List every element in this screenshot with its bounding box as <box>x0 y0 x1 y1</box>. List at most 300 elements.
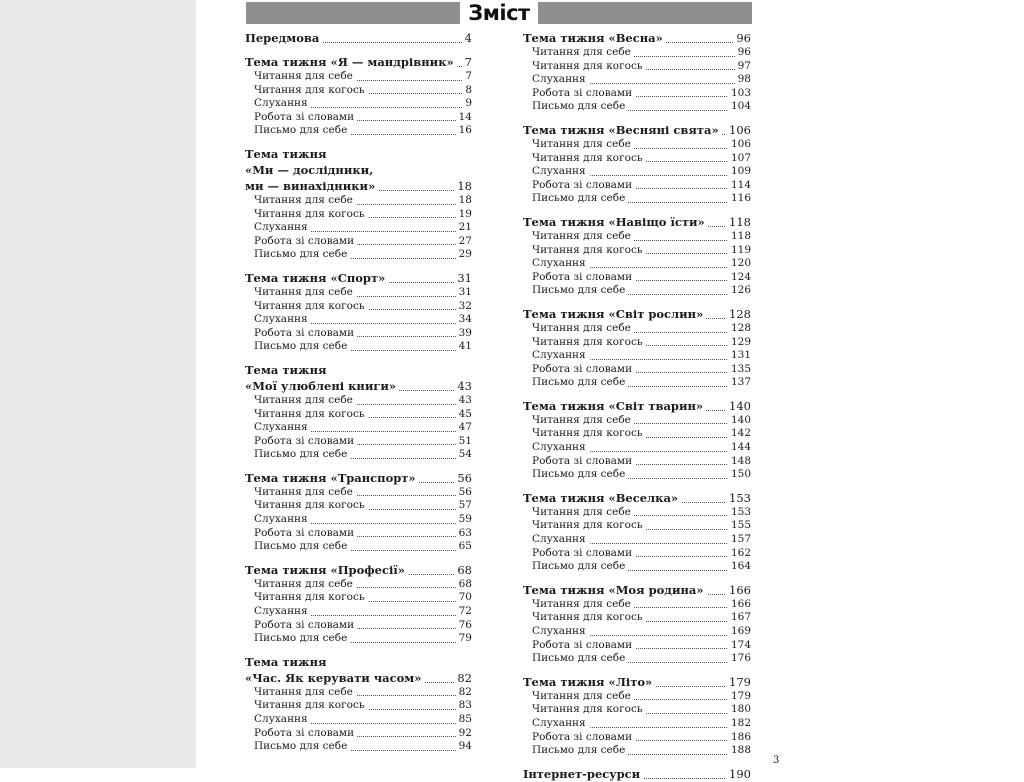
toc-subentry-label: Письмо для себе <box>532 284 628 296</box>
toc-chapter <box>523 574 751 666</box>
toc-chapter-heading[interactable] <box>523 766 751 782</box>
toc-chapter <box>245 462 472 554</box>
toc-chapter <box>245 354 472 462</box>
toc-chapter-heading[interactable] <box>523 398 751 414</box>
toc-subentry[interactable] <box>245 327 472 341</box>
toc-subentry[interactable] <box>523 60 751 74</box>
toc-subentry-label: Письмо для себе <box>254 540 350 552</box>
toc-subentry[interactable] <box>523 244 751 258</box>
toc-subentry[interactable] <box>523 547 751 561</box>
toc-chapter-heading[interactable] <box>523 582 751 598</box>
toc-subentry-label: Слухання <box>254 313 311 325</box>
toc-subentry-label: Слухання <box>532 165 589 177</box>
toc-subentry[interactable] <box>523 519 751 533</box>
toc-page-number: 51 <box>456 435 472 449</box>
toc-subentry-label: Робота зі словами <box>254 111 357 123</box>
toc-page-number: 116 <box>728 192 751 206</box>
toc-heading-label: Тема тижня «Світ рослин» <box>523 307 706 321</box>
toc-chapter-heading[interactable] <box>523 674 751 690</box>
toc-page-number: 54 <box>456 448 472 462</box>
toc-subentry[interactable] <box>245 540 472 554</box>
toc-page-number: 106 <box>726 122 751 138</box>
title-bar <box>246 2 752 24</box>
toc-subentry-label: Слухання <box>254 221 311 233</box>
toc-subentry-label: Слухання <box>532 625 589 637</box>
toc-subentry-label: Слухання <box>254 421 311 433</box>
toc-page-number: 157 <box>728 533 751 547</box>
toc-subentry-label: Слухання <box>532 349 589 361</box>
toc-page-number: 186 <box>728 731 751 745</box>
toc-heading-label: Тема тижня «Транспорт» <box>245 471 419 485</box>
toc-chapter <box>523 666 751 758</box>
toc-page-number: 96 <box>735 46 751 60</box>
toc-subentry-label: Читання для когось <box>254 499 368 511</box>
toc-page-number: 104 <box>728 100 751 114</box>
toc-page-number: 182 <box>728 717 751 731</box>
toc-subentry[interactable] <box>245 713 472 727</box>
toc-subentry[interactable] <box>523 441 751 455</box>
toc-chapter-heading[interactable] <box>245 654 472 670</box>
toc-heading-label: Тема тижня «Світ тварин» <box>523 399 706 413</box>
toc-page-number: 18 <box>454 178 472 194</box>
toc-heading-label: «Час. Як керувати часом» <box>245 671 424 685</box>
toc-page-number: 148 <box>728 455 751 469</box>
toc-chapter <box>245 554 472 646</box>
toc-chapter <box>523 206 751 298</box>
toc-subentry[interactable] <box>245 632 472 646</box>
toc-subentry[interactable] <box>523 271 751 285</box>
toc-subentry[interactable] <box>523 598 751 612</box>
toc-page-number: 43 <box>454 378 472 394</box>
toc-subentry-label: Робота зі словами <box>532 363 635 375</box>
toc-page-number: 56 <box>456 486 472 500</box>
toc-subentry[interactable] <box>523 257 751 271</box>
toc-heading-label: Тема тижня <box>245 147 330 161</box>
toc-page-number: 82 <box>454 670 472 686</box>
toc-subentry[interactable] <box>245 699 472 713</box>
toc-subentry-label: Письмо для себе <box>254 632 350 644</box>
toc-subentry[interactable] <box>523 349 751 363</box>
toc-subentry[interactable] <box>245 619 472 633</box>
toc-subentry[interactable] <box>245 448 472 462</box>
toc-chapter-heading[interactable] <box>245 270 472 286</box>
toc-page-number: 19 <box>456 208 472 222</box>
toc-subentry[interactable] <box>245 513 472 527</box>
toc-subentry-label: Читання для себе <box>254 194 356 206</box>
toc-page-number: 83 <box>456 699 472 713</box>
toc-chapter-heading[interactable] <box>245 162 472 178</box>
toc-heading-label: Інтернет-ресурси <box>523 767 643 781</box>
toc-subentry-label: Читання для себе <box>254 486 356 498</box>
toc-subentry-label: Читання для себе <box>254 394 356 406</box>
toc-subentry-label: Читання для когось <box>254 84 368 96</box>
toc-subentry[interactable] <box>523 731 751 745</box>
toc-page-number: 63 <box>456 527 472 541</box>
toc-subentry-label: Робота зі словами <box>532 271 635 283</box>
toc-page-number: 8 <box>462 84 472 98</box>
toc-subentry-label: Робота зі словами <box>254 435 357 447</box>
toc-subentry[interactable] <box>523 46 751 60</box>
toc-subentry[interactable] <box>245 300 472 314</box>
toc-subentry[interactable] <box>523 230 751 244</box>
toc-page-number: 162 <box>728 547 751 561</box>
toc-subentry-label: Слухання <box>532 73 589 85</box>
toc-page-number: 140 <box>726 398 751 414</box>
toc-subentry[interactable] <box>245 286 472 300</box>
toc-subentry-label: Читання для себе <box>532 414 634 426</box>
toc-subentry-label: Читання для когось <box>532 60 646 72</box>
toc-subentry[interactable] <box>245 527 472 541</box>
toc-page-number: 43 <box>456 394 472 408</box>
toc-chapter-heading[interactable] <box>245 378 472 394</box>
toc-page-number: 59 <box>456 513 472 527</box>
toc-page-number: 180 <box>728 703 751 717</box>
toc-chapter-heading[interactable] <box>245 470 472 486</box>
toc-subentry-label: Читання для себе <box>532 506 634 518</box>
page-margin <box>0 0 196 768</box>
toc-page-number: 21 <box>456 221 472 235</box>
toc-chapter-heading[interactable] <box>523 490 751 506</box>
toc-heading-label: Тема тижня «Весняні свята» <box>523 123 722 137</box>
toc-subentry-label: Робота зі словами <box>532 179 635 191</box>
toc-chapter <box>523 114 751 206</box>
toc-subentry-label: Письмо для себе <box>254 448 350 460</box>
toc-subentry[interactable] <box>523 744 751 758</box>
toc-heading-label: Тема тижня «Веселка» <box>523 491 681 505</box>
toc-subentry[interactable] <box>523 703 751 717</box>
toc-right-column <box>523 30 751 782</box>
toc-page-number: 119 <box>728 244 751 258</box>
toc-page-number: 56 <box>454 470 472 486</box>
toc-subentry[interactable] <box>245 605 472 619</box>
toc-subentry[interactable] <box>245 394 472 408</box>
toc-chapter-heading[interactable] <box>245 30 472 46</box>
toc-subentry-label: Робота зі словами <box>254 327 357 339</box>
toc-left-column <box>245 30 472 754</box>
toc-subentry-label: Читання для себе <box>254 70 356 82</box>
toc-page-number: 176 <box>728 652 751 666</box>
toc-subentry[interactable] <box>523 690 751 704</box>
toc-page-number: 72 <box>456 605 472 619</box>
toc-chapter <box>245 262 472 354</box>
toc-subentry[interactable] <box>245 499 472 513</box>
toc-page-number: 18 <box>456 194 472 208</box>
toc-page-number: 76 <box>456 619 472 633</box>
toc-subentry-label: Письмо для себе <box>532 100 628 112</box>
toc-subentry[interactable] <box>523 179 751 193</box>
toc-subentry-label: Читання для себе <box>532 322 634 334</box>
toc-page-number: 7 <box>462 70 472 84</box>
toc-page-number: 174 <box>728 639 751 653</box>
toc-heading-label: Тема тижня <box>245 363 330 377</box>
toc-subentry[interactable] <box>245 97 472 111</box>
toc-subentry[interactable] <box>245 248 472 262</box>
toc-subentry-label: Письмо для себе <box>254 340 350 352</box>
toc-subentry[interactable] <box>523 363 751 377</box>
toc-subentry[interactable] <box>523 322 751 336</box>
toc-subentry[interactable] <box>245 578 472 592</box>
toc-subentry-label: Робота зі словами <box>254 527 357 539</box>
toc-page-number: 14 <box>456 111 472 125</box>
toc-chapter-heading[interactable] <box>245 562 472 578</box>
toc-subentry-label: Робота зі словами <box>254 727 357 739</box>
page-title: Зміст <box>246 2 752 24</box>
toc-subentry-label: Читання для себе <box>254 286 356 298</box>
toc-page-number: 68 <box>454 562 472 578</box>
toc-chapter <box>523 390 751 482</box>
toc-subentry-label: Читання для когось <box>254 408 368 420</box>
toc-subentry-label: Слухання <box>532 533 589 545</box>
toc-page-number: 166 <box>728 598 751 612</box>
toc-subentry[interactable] <box>245 591 472 605</box>
toc-subentry-label: Читання для когось <box>254 591 368 603</box>
toc-page-number: 70 <box>456 591 472 605</box>
toc-page-number: 79 <box>456 632 472 646</box>
toc-subentry[interactable] <box>245 435 472 449</box>
toc-heading-label: «Ми — дослідники, <box>245 163 376 177</box>
toc-page-number: 124 <box>728 271 751 285</box>
toc-subentry[interactable] <box>523 611 751 625</box>
toc-subentry[interactable] <box>245 340 472 354</box>
toc-page-number: 166 <box>726 582 751 598</box>
toc-chapter-heading[interactable] <box>245 670 472 686</box>
toc-subentry-label: Читання для когось <box>532 427 646 439</box>
toc-subentry[interactable] <box>523 414 751 428</box>
toc-page-number: 150 <box>728 468 751 482</box>
toc-chapter <box>523 482 751 574</box>
toc-subentry[interactable] <box>523 87 751 101</box>
toc-subentry[interactable] <box>523 455 751 469</box>
toc-page-number: 114 <box>728 179 751 193</box>
toc-page-number: 34 <box>456 313 472 327</box>
toc-chapter-heading[interactable] <box>245 178 472 194</box>
toc-subentry-label: Читання для себе <box>532 138 634 150</box>
toc-chapter <box>245 30 472 46</box>
toc-heading-label: Тема тижня «Я — мандрівник» <box>245 55 457 69</box>
toc-subentry[interactable] <box>245 70 472 84</box>
toc-page-number: 92 <box>456 727 472 741</box>
toc-page-number: 118 <box>726 214 751 230</box>
toc-chapter <box>245 46 472 138</box>
toc-subentry[interactable] <box>245 221 472 235</box>
toc-chapter-heading[interactable] <box>245 362 472 378</box>
toc-subentry-label: Письмо для себе <box>532 376 628 388</box>
toc-subentry[interactable] <box>523 560 751 574</box>
toc-subentry[interactable] <box>523 533 751 547</box>
toc-page-number: 131 <box>728 349 751 363</box>
toc-page-number: 144 <box>728 441 751 455</box>
toc-chapter <box>245 138 472 262</box>
toc-page-number: 41 <box>456 340 472 354</box>
toc-page-number: 7 <box>462 54 472 70</box>
toc-subentry[interactable] <box>523 468 751 482</box>
toc-subentry-label: Письмо для себе <box>532 652 628 664</box>
toc-chapter-heading[interactable] <box>245 54 472 70</box>
toc-page-number: 126 <box>728 284 751 298</box>
toc-subentry-label: Письмо для себе <box>532 192 628 204</box>
toc-subentry-label: Слухання <box>254 513 311 525</box>
toc-heading-label: Тема тижня «Весна» <box>523 31 666 45</box>
toc-page-number: 167 <box>728 611 751 625</box>
toc-page-number: 118 <box>728 230 751 244</box>
toc-heading-label: Тема тижня «Навіщо їсти» <box>523 215 708 229</box>
toc-heading-label: Тема тижня «Професії» <box>245 563 408 577</box>
toc-subentry[interactable] <box>523 717 751 731</box>
toc-page-number: 68 <box>456 578 472 592</box>
toc-subentry-label: Робота зі словами <box>532 639 635 651</box>
toc-heading-label: ми — винахідники» <box>245 179 378 193</box>
toc-subentry-label: Читання для когось <box>532 519 646 531</box>
toc-page-number: 106 <box>728 138 751 152</box>
toc-page-number: 120 <box>728 257 751 271</box>
toc-page-number: 27 <box>456 235 472 249</box>
toc-page-number: 31 <box>456 286 472 300</box>
toc-subentry[interactable] <box>523 165 751 179</box>
toc-chapter <box>245 646 472 754</box>
toc-page-number: 109 <box>728 165 751 179</box>
toc-subentry[interactable] <box>523 625 751 639</box>
toc-subentry-label: Читання для когось <box>532 703 646 715</box>
toc-heading-label: Передмова <box>245 31 322 45</box>
toc-subentry[interactable] <box>245 686 472 700</box>
toc-page-number: 9 <box>462 97 472 111</box>
toc-subentry[interactable] <box>523 427 751 441</box>
toc-subentry[interactable] <box>523 73 751 87</box>
toc-page-number: 137 <box>728 376 751 390</box>
toc-subentry[interactable] <box>523 336 751 350</box>
toc-subentry-label: Слухання <box>254 97 311 109</box>
toc-heading-label: Тема тижня <box>245 655 330 669</box>
toc-subentry[interactable] <box>245 740 472 754</box>
toc-subentry[interactable] <box>245 84 472 98</box>
toc-subentry-label: Слухання <box>532 441 589 453</box>
toc-page-number: 128 <box>726 306 751 322</box>
toc-page-number: 140 <box>728 414 751 428</box>
toc-page-number: 16 <box>456 124 472 138</box>
toc-subentry-label: Письмо для себе <box>532 468 628 480</box>
toc-subentry-label: Читання для себе <box>254 686 356 698</box>
toc-subentry[interactable] <box>523 138 751 152</box>
toc-subentry-label: Читання для себе <box>254 578 356 590</box>
toc-subentry[interactable] <box>245 408 472 422</box>
toc-subentry-label: Читання для себе <box>532 690 634 702</box>
toc-subentry-label: Робота зі словами <box>254 619 357 631</box>
toc-page-number: 98 <box>735 73 751 87</box>
toc-page-number: 103 <box>728 87 751 101</box>
toc-chapter-heading[interactable] <box>523 30 751 46</box>
toc-subentry[interactable] <box>245 194 472 208</box>
toc-subentry-label: Письмо для себе <box>254 740 350 752</box>
toc-page-number: 164 <box>728 560 751 574</box>
toc-page-number: 179 <box>728 690 751 704</box>
toc-page-number: 135 <box>728 363 751 377</box>
toc-subentry-label: Робота зі словами <box>532 455 635 467</box>
toc-page-number: 82 <box>456 686 472 700</box>
toc-page-number: 97 <box>735 60 751 74</box>
toc-page-number: 47 <box>456 421 472 435</box>
toc-subentry-label: Читання для когось <box>532 336 646 348</box>
toc-page-number: 190 <box>726 766 751 782</box>
toc-page-number: 31 <box>454 270 472 286</box>
toc-chapter-heading[interactable] <box>523 122 751 138</box>
toc-subentry-label: Письмо для себе <box>532 560 628 572</box>
toc-subentry-label: Читання для когось <box>532 611 646 623</box>
toc-subentry[interactable] <box>245 313 472 327</box>
toc-subentry-label: Слухання <box>254 713 311 725</box>
toc-subentry-label: Читання для себе <box>532 598 634 610</box>
toc-heading-label: Тема тижня «Літо» <box>523 675 655 689</box>
toc-page-number: 107 <box>728 152 751 166</box>
toc-heading-label: Тема тижня «Моя родина» <box>523 583 707 597</box>
toc-subentry[interactable] <box>523 652 751 666</box>
toc-page-number: 85 <box>456 713 472 727</box>
toc-page-number: 142 <box>728 427 751 441</box>
toc-page-number: 179 <box>726 674 751 690</box>
toc-subentry-label: Письмо для себе <box>254 248 350 260</box>
toc-chapter <box>523 298 751 390</box>
toc-subentry[interactable] <box>245 486 472 500</box>
toc-page-number: 94 <box>456 740 472 754</box>
toc-chapter-heading[interactable] <box>523 306 751 322</box>
toc-page-number: 45 <box>456 408 472 422</box>
page-number: 3 <box>773 755 780 766</box>
toc-subentry[interactable] <box>245 235 472 249</box>
toc-page-number: 129 <box>728 336 751 350</box>
toc-subentry[interactable] <box>523 152 751 166</box>
toc-subentry[interactable] <box>245 421 472 435</box>
toc-chapter <box>523 30 751 114</box>
toc-subentry-label: Робота зі словами <box>532 547 635 559</box>
toc-subentry[interactable] <box>523 506 751 520</box>
toc-subentry-label: Читання для себе <box>532 230 634 242</box>
toc-subentry[interactable] <box>523 376 751 390</box>
toc-page-number: 65 <box>456 540 472 554</box>
toc-heading-label: «Мої улюблені книги» <box>245 379 399 393</box>
toc-page-number: 128 <box>728 322 751 336</box>
toc-subentry-label: Слухання <box>254 605 311 617</box>
toc-subentry-label: Робота зі словами <box>532 731 635 743</box>
toc-subentry[interactable] <box>523 284 751 298</box>
toc-subentry[interactable] <box>523 100 751 114</box>
toc-subentry[interactable] <box>245 124 472 138</box>
toc-subentry[interactable] <box>245 111 472 125</box>
toc-subentry-label: Читання для когось <box>254 208 368 220</box>
toc-subentry-label: Читання для когось <box>254 699 368 711</box>
toc-page-number: 32 <box>456 300 472 314</box>
toc-subentry[interactable] <box>523 192 751 206</box>
toc-chapter <box>523 758 751 782</box>
toc-chapter-heading[interactable] <box>245 146 472 162</box>
toc-subentry-label: Робота зі словами <box>532 87 635 99</box>
toc-subentry[interactable] <box>523 639 751 653</box>
toc-subentry-label: Письмо для себе <box>254 124 350 136</box>
toc-page-number: 4 <box>462 30 472 46</box>
toc-subentry[interactable] <box>245 208 472 222</box>
toc-subentry-label: Робота зі словами <box>254 235 357 247</box>
toc-subentry-label: Читання для когось <box>532 152 646 164</box>
toc-subentry-label: Читання для когось <box>532 244 646 256</box>
toc-page-number: 155 <box>728 519 751 533</box>
toc-page-number: 39 <box>456 327 472 341</box>
toc-subentry-label: Читання для себе <box>532 46 634 58</box>
toc-subentry[interactable] <box>245 727 472 741</box>
toc-page-number: 57 <box>456 499 472 513</box>
toc-chapter-heading[interactable] <box>523 214 751 230</box>
toc-subentry-label: Читання для когось <box>254 300 368 312</box>
toc-subentry-label: Письмо для себе <box>532 744 628 756</box>
toc-page-number: 29 <box>456 248 472 262</box>
toc-subentry-label: Слухання <box>532 257 589 269</box>
